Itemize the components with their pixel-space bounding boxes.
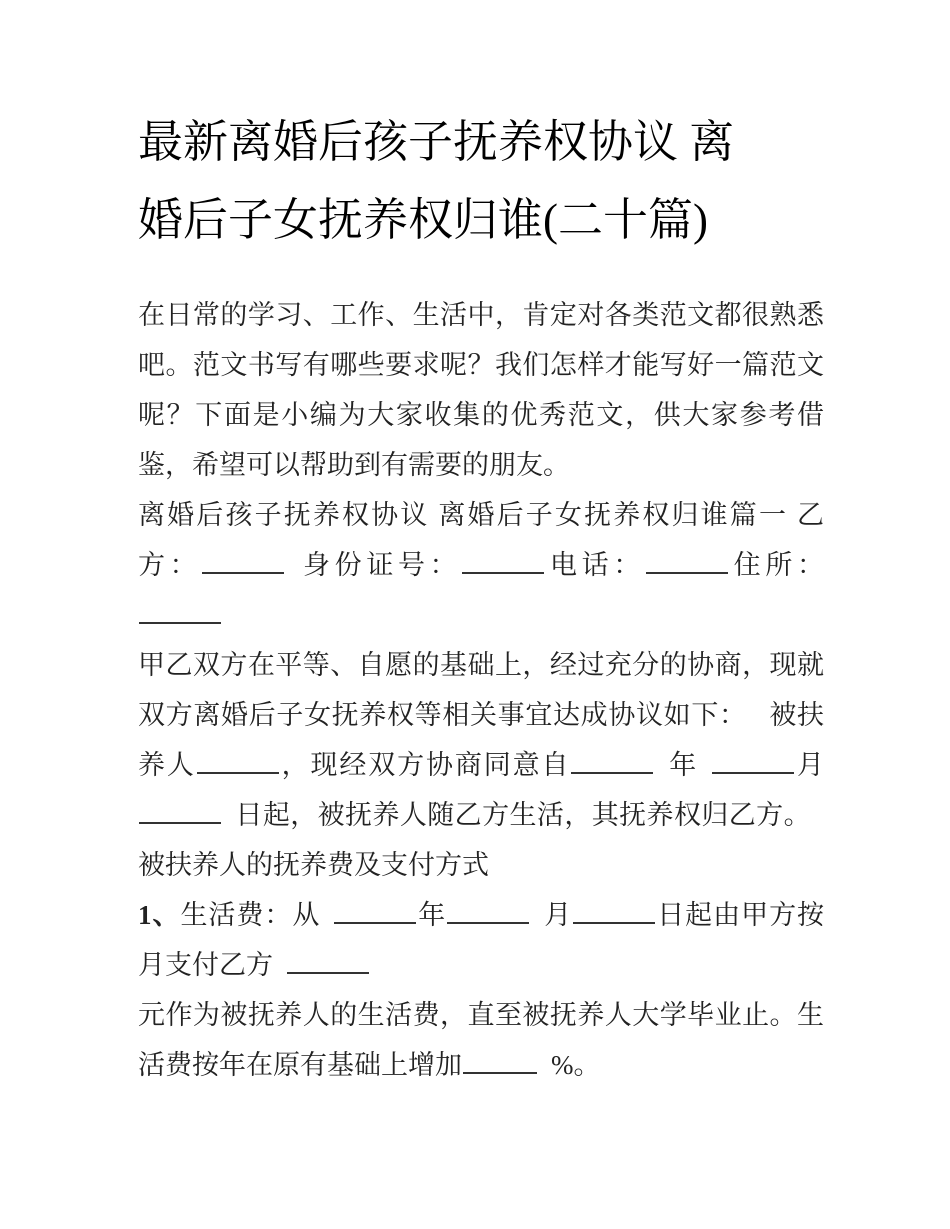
item-1-marker: 1、 bbox=[138, 900, 181, 930]
blank-line-phone bbox=[646, 549, 728, 574]
support-heading: 被扶养人的抚养费及支付方式 bbox=[138, 850, 489, 880]
document-content bbox=[138, 0, 824, 1090]
blank-line-dependent-name bbox=[197, 749, 279, 774]
item-1-year-label: 年 bbox=[417, 900, 447, 930]
blank-line-item1-year bbox=[334, 899, 416, 924]
dependent-label: 被扶养人 bbox=[138, 700, 825, 780]
item-1-month-label: 月 bbox=[543, 900, 573, 930]
page-title-line-1: 最新离婚后孩子抚养权协议 离 bbox=[138, 117, 735, 167]
blank-line-address bbox=[139, 599, 221, 624]
percent-label: %。 bbox=[551, 1050, 601, 1080]
year-label: 年 bbox=[667, 750, 699, 780]
blank-line-party-name bbox=[202, 549, 284, 574]
item-1-tail-text: 元作为被抚养人的生活费，直至被抚养人大学毕业止。生活费按年在原有基础上增加 bbox=[138, 1000, 824, 1080]
section-heading-and-fields bbox=[138, 490, 824, 640]
blank-line-start-day bbox=[139, 799, 221, 824]
blank-line-start-month bbox=[712, 749, 794, 774]
agreement-intro-paragraph bbox=[138, 640, 824, 890]
field-label-phone: 电话： bbox=[545, 550, 646, 580]
blank-line-start-year bbox=[571, 749, 653, 774]
blank-line-item1-amount bbox=[287, 949, 369, 974]
section-heading: 离婚后孩子抚养权协议 离婚后子女抚养权归谁篇一 乙方： bbox=[138, 500, 824, 580]
blank-line-increase-percent bbox=[463, 1049, 537, 1074]
page-title bbox=[138, 0, 824, 259]
item-1-day-label: 日起由甲方按月支付乙方 bbox=[138, 900, 825, 980]
blank-line-item1-day bbox=[573, 899, 655, 924]
agreement-intro-text: 甲乙双方在平等、自愿的基础上，经过充分的协商，现就双方离婚后子女抚养权等相关事宜达成协议如下： bbox=[138, 650, 824, 730]
item-1-paragraph bbox=[138, 890, 824, 990]
blank-line-item1-month bbox=[447, 899, 529, 924]
month-label: 月 bbox=[795, 750, 824, 780]
field-label-id: 身份证号： bbox=[298, 550, 462, 580]
item-1-continuation-paragraph bbox=[138, 990, 824, 1090]
intro-paragraph: 在日常的学习、工作、生活中，肯定对各类范文都很熟悉吧。范文书写有哪些要求呢？我们怎样才能写好一篇范文呢？下面是小编为大家收集的优秀范文，供大家参考借鉴，希望可以帮助到有需要的朋友。 bbox=[138, 300, 824, 480]
day-clause: 日起，被抚养人随乙方生活，其抚养权归乙方。 bbox=[235, 800, 811, 830]
blank-line-id-number bbox=[462, 549, 544, 574]
field-label-address: 住所： bbox=[729, 550, 825, 580]
date-clause-prefix: ，现经双方协商同意自 bbox=[279, 750, 571, 780]
item-1-label: 生活费：从 bbox=[180, 900, 321, 930]
page-title-line-2: 婚后子女抚养权归谁(二十篇) bbox=[138, 195, 708, 245]
